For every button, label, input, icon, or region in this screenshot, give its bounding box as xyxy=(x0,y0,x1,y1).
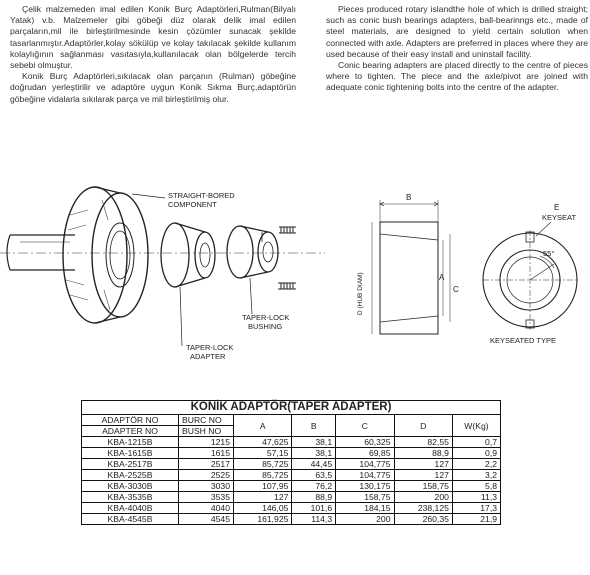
screws xyxy=(278,227,296,289)
table-row xyxy=(82,437,501,448)
cell-adapter-no: KBA-2517B xyxy=(82,459,179,470)
cell-d: 200 xyxy=(394,492,452,503)
turkish-description xyxy=(10,4,296,105)
dim-label-c: C xyxy=(453,285,459,294)
cell-b: 101,6 xyxy=(292,503,336,514)
cell-c: 158,75 xyxy=(336,492,394,503)
label-bushing: BUSHING xyxy=(248,322,283,331)
cell-w: 3,2 xyxy=(452,470,500,481)
cell-d: 158,75 xyxy=(394,481,452,492)
cell-w: 21,9 xyxy=(452,514,500,525)
cell-adapter-no: KBA-4545B xyxy=(82,514,179,525)
english-paragraph-1: Pieces produced rotary islandthe hole of which is drilled straight; such as conic bush bearings adapters, ball-bearinngs etc., made of steel materials, are designed to yield certain solution when connected with axle. Adapters are preferred in places where they are used because of their easy install and uninstall facility. xyxy=(326,4,588,59)
header-a: A xyxy=(234,415,292,437)
cell-adapter-no: KBA-1615B xyxy=(82,448,179,459)
header-adapter-no-en: ADAPTER NO xyxy=(82,426,179,437)
cell-b: 38,1 xyxy=(292,437,336,448)
cell-c: 69,85 xyxy=(336,448,394,459)
table-title: KONİK ADAPTÖR(TAPER ADAPTER) xyxy=(82,401,501,415)
label-component: COMPONENT xyxy=(168,200,217,209)
cell-a: 85,725 xyxy=(234,470,292,481)
header-b: B xyxy=(292,415,336,437)
cell-adapter-no: KBA-3535B xyxy=(82,492,179,503)
side-view xyxy=(372,200,450,334)
taper-lock-adapter xyxy=(161,223,215,287)
label-taper-lock-adapter: TAPER-LOCK xyxy=(186,343,234,352)
cell-w: 5,8 xyxy=(452,481,500,492)
cell-w: 0,9 xyxy=(452,448,500,459)
cell-d: 127 xyxy=(394,470,452,481)
cell-bush-no: 1215 xyxy=(179,437,234,448)
table-body xyxy=(82,437,501,525)
english-paragraph-2: Conic bearing adapters are placed directly to the centre of pieces where to tighten. The piece and the axle/pivot are joined with adequate conic tightening bolts into the centre of the adapter. xyxy=(326,60,588,93)
cell-b: 38,1 xyxy=(292,448,336,459)
label-adapter: ADAPTER xyxy=(190,352,226,361)
cell-bush-no: 2517 xyxy=(179,459,234,470)
cell-d: 88,9 xyxy=(394,448,452,459)
table-row xyxy=(82,481,501,492)
cell-c: 60,325 xyxy=(336,437,394,448)
cell-a: 161,925 xyxy=(234,514,292,525)
cell-b: 44,45 xyxy=(292,459,336,470)
leader-straight-bored xyxy=(132,194,165,198)
taper-lock-bushing xyxy=(227,226,278,278)
header-d: D xyxy=(394,415,452,437)
cell-c: 130,175 xyxy=(336,481,394,492)
label-keyseat: KEYSEAT xyxy=(542,213,577,222)
cell-bush-no: 3030 xyxy=(179,481,234,492)
table-row xyxy=(82,492,501,503)
cell-adapter-no: KBA-2525B xyxy=(82,470,179,481)
cell-a: 127 xyxy=(234,492,292,503)
cell-b: 76,2 xyxy=(292,481,336,492)
front-view xyxy=(483,222,577,330)
label-keyseated-type: KEYSEATED TYPE xyxy=(490,336,556,345)
turkish-paragraph-2: Konik Burç Adaptörleri,sıkılacak olan parçanın (Rulman) göbeğine doğrudan yerleştirilir ve adaptöre uygun Konik Sıkma Burç,adaptörün göbeğine vidalarla sıkılarak parça ve mil birleştirilmiş olur. xyxy=(10,71,296,104)
dim-label-hub: D (HUB DIAM) xyxy=(357,272,364,315)
cell-adapter-no: KBA-4040B xyxy=(82,503,179,514)
header-c: C xyxy=(336,415,394,437)
shaft xyxy=(7,235,75,270)
cell-c: 104,775 xyxy=(336,459,394,470)
table-row xyxy=(82,459,501,470)
cell-bush-no: 3535 xyxy=(179,492,234,503)
cell-w: 2,2 xyxy=(452,459,500,470)
dimension-drawing xyxy=(330,180,590,380)
table-row xyxy=(82,514,501,525)
cell-w: 11,3 xyxy=(452,492,500,503)
table-row xyxy=(82,503,501,514)
cell-adapter-no: KBA-3030B xyxy=(82,481,179,492)
label-taper-lock-bushing: TAPER-LOCK xyxy=(242,313,290,322)
cell-d: 82,55 xyxy=(394,437,452,448)
turkish-paragraph-1: Çelik malzemeden imal edilen Konik Burç Adaptörleri,Rulman(Bilyalı Yatak) v.b. Malzemeler gibi göbeği düz olarak delik imal edilen parçaların,mil ile birleştirilmesinde kesin çözümler sunacak şekilde tasarlanmıştır.Adaptörler,kolay sökülüp ve kolay takılacak şekilde kullanım kolaylığının sağlanması vasıtasıyla,kullanılacak olan bölgelerde tercih sebebi olmuştur. xyxy=(10,4,296,71)
cell-bush-no: 1615 xyxy=(179,448,234,459)
label-straight-bored: STRAIGHT-BORED xyxy=(168,191,235,200)
label-angle: 55° xyxy=(543,249,555,258)
adapter-table-grid xyxy=(81,400,501,525)
cell-c: 184,15 xyxy=(336,503,394,514)
dim-label-a: A xyxy=(439,273,445,282)
cell-d: 127 xyxy=(394,459,452,470)
cell-w: 17,3 xyxy=(452,503,500,514)
header-adaptor-no-tr: ADAPTÖR NO xyxy=(82,415,179,426)
cell-w: 0,7 xyxy=(452,437,500,448)
cell-d: 238,125 xyxy=(394,503,452,514)
cell-d: 260,35 xyxy=(394,514,452,525)
cell-b: 63,5 xyxy=(292,470,336,481)
cell-bush-no: 2525 xyxy=(179,470,234,481)
dim-label-b: B xyxy=(406,193,412,202)
cell-a: 146,05 xyxy=(234,503,292,514)
table-row xyxy=(82,470,501,481)
leader-adapter xyxy=(180,287,182,346)
leader-bushing xyxy=(250,278,252,314)
cell-a: 57,15 xyxy=(234,448,292,459)
header-burc-no: BURC NO xyxy=(179,415,234,426)
cell-c: 104,775 xyxy=(336,470,394,481)
cell-bush-no: 4545 xyxy=(179,514,234,525)
cell-c: 200 xyxy=(336,514,394,525)
adapter-table xyxy=(81,400,501,525)
cell-adapter-no: KBA-1215B xyxy=(82,437,179,448)
cell-b: 88,9 xyxy=(292,492,336,503)
table-row xyxy=(82,448,501,459)
cell-bush-no: 4040 xyxy=(179,503,234,514)
cell-a: 47,625 xyxy=(234,437,292,448)
header-w: W(Kg) xyxy=(452,415,500,437)
cell-a: 107,95 xyxy=(234,481,292,492)
header-bush-no: BUSH NO xyxy=(179,426,234,437)
dim-label-e: E xyxy=(554,203,560,212)
straight-bored-component xyxy=(63,187,148,323)
cell-b: 114,3 xyxy=(292,514,336,525)
english-description xyxy=(326,4,588,94)
cell-a: 85,725 xyxy=(234,459,292,470)
assembly-drawing xyxy=(0,170,330,385)
